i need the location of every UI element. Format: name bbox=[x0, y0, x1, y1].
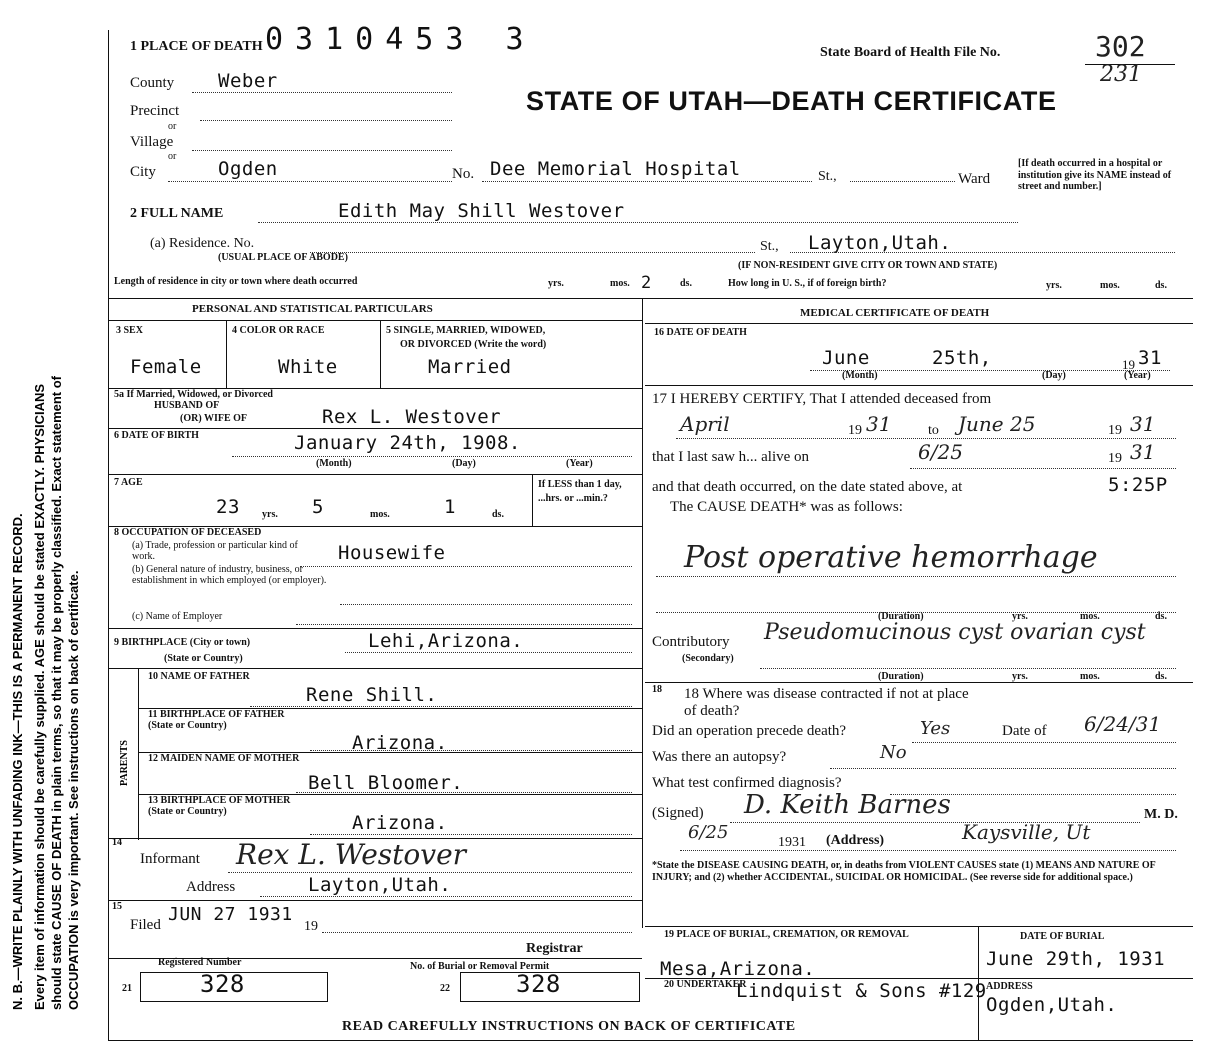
age-yrs-label: yrs. bbox=[262, 509, 278, 520]
page-title: STATE OF UTAH—DEATH CERTIFICATE bbox=[526, 86, 1057, 116]
autopsy-line bbox=[830, 768, 1176, 769]
or-1: or bbox=[168, 121, 177, 132]
occupation-a-line bbox=[300, 566, 632, 567]
duration-label-1: (Duration) bbox=[878, 611, 924, 622]
length-residence-label: Length of residence in city or town where death occurred bbox=[114, 276, 358, 287]
row8-line bbox=[108, 900, 642, 901]
age-divider bbox=[532, 474, 533, 526]
attended-19a: 19 bbox=[848, 423, 862, 438]
to-label: to bbox=[928, 423, 939, 438]
contributory-value: Pseudomucinous cyst ovarian cyst bbox=[764, 620, 1146, 645]
operation-line bbox=[912, 742, 1176, 743]
signed-value: D. Keith Barnes bbox=[744, 790, 951, 820]
date-of-label: Date of bbox=[1002, 723, 1047, 739]
contracted-label: 18 Where was disease contracted if not at place of death? bbox=[684, 686, 969, 720]
father-bp-label: 11 BIRTHPLACE OF FATHER (State or Country) bbox=[148, 709, 285, 731]
duration-mos-2: mos. bbox=[1080, 671, 1100, 682]
precinct-label: Precinct bbox=[130, 103, 180, 119]
dob-month: (Month) bbox=[316, 458, 352, 469]
less-than-label: If LESS than 1 day, ...hrs. or ...min.? bbox=[538, 479, 622, 504]
residence-value: Layton,Utah. bbox=[808, 232, 952, 254]
city-line bbox=[168, 181, 452, 182]
signed-date: 6/25 bbox=[688, 822, 729, 843]
ward-note: [If death occurred in a hospital or institution give its NAME instead of street and number.] bbox=[1018, 158, 1172, 192]
dod-19: 19 bbox=[1122, 357, 1135, 372]
side-note-line1: N. B.—WRITE PLAINLY WITH UNFADING INK—THIS IS A PERMANENT RECORD. bbox=[10, 513, 25, 1010]
dob-year: (Year) bbox=[566, 458, 593, 469]
bottom-border bbox=[108, 1040, 1193, 1041]
occupation-c: (c) Name of Employer bbox=[132, 611, 223, 622]
last-saw-line bbox=[910, 468, 1176, 469]
full-name-label: 2 FULL NAME bbox=[130, 206, 224, 221]
informant-address-line bbox=[260, 896, 632, 897]
autopsy-label: Was there an autopsy? bbox=[652, 749, 787, 765]
filed-line bbox=[322, 932, 632, 933]
mother-bp-line bbox=[310, 834, 632, 835]
duration-label-2: (Duration) bbox=[878, 671, 924, 682]
residence-city-line bbox=[790, 252, 1175, 253]
registrar-label: Registrar bbox=[526, 941, 583, 956]
contributory-line bbox=[760, 668, 1176, 669]
dob-day: (Day) bbox=[452, 458, 476, 469]
signed-address-value: Kaysville, Ut bbox=[962, 820, 1091, 844]
parents-label-box bbox=[112, 730, 134, 790]
marital-label-2: OR DIVORCED (Write the word) bbox=[400, 339, 547, 350]
reg-no-value: 328 bbox=[200, 970, 245, 998]
marital-value: Married bbox=[428, 356, 512, 378]
residence-st-label: St., bbox=[760, 239, 779, 254]
occupation-b: (b) General nature of industry, business, or establishment in which employed (or employer). bbox=[132, 564, 327, 586]
signed-year: 1931 bbox=[778, 835, 806, 850]
medical-note: *State the DISEASE CAUSING DEATH, or, in deaths from VIOLENT CAUSES state (1) MEANS AND NATURE OF INJURY; and (2) whether ACCIDENTAL, SUICIDAL OR HOMICIDAL. (See reverse side for additional space.) bbox=[652, 860, 1156, 883]
attended-from: April bbox=[680, 412, 730, 436]
duration-mos-1: mos. bbox=[1080, 611, 1100, 622]
us-ds: ds. bbox=[1155, 280, 1167, 291]
no-line bbox=[482, 181, 812, 182]
place-of-death-label: 1 PLACE OF DEATH bbox=[130, 39, 263, 54]
informant-address-value: Layton,Utah. bbox=[308, 874, 452, 896]
county-label: County bbox=[130, 75, 175, 91]
sex-value: Female bbox=[130, 356, 202, 378]
occupation-label: 8 OCCUPATION OF DECEASED bbox=[114, 527, 262, 538]
mother-bp-value: Arizona. bbox=[352, 812, 448, 834]
filed-19: 19 bbox=[304, 919, 318, 934]
parents-label: PARENTS bbox=[119, 740, 130, 786]
age-mos: 5 bbox=[312, 496, 324, 518]
spouse-label-3: (OR) WIFE OF bbox=[180, 413, 248, 424]
personal-header: PERSONAL AND STATISTICAL PARTICULARS bbox=[192, 303, 433, 315]
attended-19b: 19 bbox=[1108, 423, 1122, 438]
test-label: What test confirmed diagnosis? bbox=[652, 775, 842, 791]
occurred-label: and that death occurred, on the date stated above, at bbox=[652, 479, 963, 495]
birthplace-line bbox=[345, 652, 632, 653]
last-saw-label: that I last saw h... alive on bbox=[652, 449, 810, 465]
duration-ds-2: ds. bbox=[1155, 671, 1167, 682]
dod-label: 16 DATE OF DEATH bbox=[654, 327, 747, 338]
dod-row-line bbox=[645, 385, 1193, 386]
burial-permit-value: 328 bbox=[516, 970, 561, 998]
us-mos: mos. bbox=[1100, 280, 1120, 291]
undertaker-value: Lindquist & Sons #129 bbox=[736, 980, 987, 1002]
dod-month: June bbox=[822, 347, 870, 369]
undertaker-label: 20 UNDERTAKER bbox=[664, 979, 747, 990]
birthplace-label: 9 BIRTHPLACE (City or town) bbox=[114, 637, 251, 648]
last-saw-year: 31 bbox=[1130, 440, 1156, 464]
no-label: No. bbox=[452, 166, 475, 182]
left-border bbox=[108, 30, 109, 1040]
signed-address-label: (Address) bbox=[826, 833, 885, 848]
attended-to-year: 31 bbox=[1130, 412, 1156, 436]
secondary-label: (Secondary) bbox=[682, 653, 734, 664]
us-yrs: yrs. bbox=[1046, 280, 1062, 291]
dod-year: 31 bbox=[1138, 347, 1162, 369]
time-value: 5:25P bbox=[1108, 474, 1168, 496]
father-label: 10 NAME OF FATHER bbox=[148, 671, 250, 682]
ward-label: Ward bbox=[958, 171, 991, 187]
side-note-line3: should state CAUSE OF DEATH in plain terms, so that it may be properly classified. Exact statement of bbox=[49, 375, 64, 1010]
burial-place-value: Mesa,Arizona. bbox=[660, 958, 816, 980]
length-mos: mos. bbox=[610, 278, 630, 289]
age-yrs: 23 bbox=[216, 496, 240, 518]
village-label: Village bbox=[130, 134, 174, 150]
signed-address-line bbox=[680, 850, 1176, 851]
attended-from-year: 31 bbox=[866, 412, 892, 436]
length-ds: ds. bbox=[680, 278, 692, 289]
footer-note: READ CAREFULLY INSTRUCTIONS ON BACK OF CERTIFICATE bbox=[342, 1019, 796, 1034]
informant-value: Rex L. Westover bbox=[236, 838, 467, 871]
marital-label-1: 5 SINGLE, MARRIED, WIDOWED, bbox=[386, 325, 546, 336]
dod-year-label: (Year) bbox=[1124, 370, 1151, 381]
informant-line bbox=[228, 872, 632, 873]
st-label: St., bbox=[818, 169, 837, 184]
sex-divider bbox=[226, 320, 227, 388]
birthplace-value: Lehi,Arizona. bbox=[368, 630, 524, 652]
father-line bbox=[250, 706, 632, 707]
last-saw-date: 6/25 bbox=[918, 440, 963, 464]
spouse-label-2: HUSBAND OF bbox=[154, 400, 220, 411]
filed-value: JUN 27 1931 bbox=[168, 904, 293, 925]
us-label: How long in U. S., if of foreign birth? bbox=[728, 278, 887, 289]
attended-line bbox=[676, 438, 1176, 439]
county-line bbox=[192, 92, 452, 93]
age-ds: 1 bbox=[444, 496, 456, 518]
sex-label: 3 SEX bbox=[116, 325, 143, 336]
mother-bp-label: 13 BIRTHPLACE OF MOTHER (State or Country) bbox=[148, 795, 291, 817]
row6-line bbox=[108, 668, 642, 669]
mother-value: Bell Bloomer. bbox=[308, 772, 464, 794]
row3-line bbox=[108, 474, 642, 475]
village-line bbox=[192, 150, 452, 151]
burial-date-label: DATE OF BURIAL bbox=[1020, 931, 1105, 942]
mother-line bbox=[296, 792, 632, 793]
duration-ds-1: ds. bbox=[1155, 611, 1167, 622]
certify-label: 17 I HEREBY CERTIFY, That I attended deceased from bbox=[652, 391, 992, 407]
row5-line bbox=[108, 628, 642, 629]
county-value: Weber bbox=[218, 70, 278, 92]
burial-address-label: ADDRESS bbox=[986, 981, 1033, 992]
n18: 18 bbox=[652, 684, 662, 695]
center-divider bbox=[642, 298, 643, 928]
file-no-label: State Board of Health File No. bbox=[820, 45, 1001, 60]
color-label: 4 COLOR OR RACE bbox=[232, 325, 325, 336]
dod-day: 25th, bbox=[932, 347, 992, 369]
duration-yrs-2: yrs. bbox=[1012, 671, 1028, 682]
or-2: or bbox=[168, 151, 177, 162]
residence-note: (IF NON-RESIDENT GIVE CITY OR TOWN AND STATE) bbox=[738, 260, 998, 271]
file-no-sub: 231 bbox=[1100, 62, 1142, 87]
father-bp-value: Arizona. bbox=[352, 732, 448, 754]
cause-line bbox=[656, 576, 1176, 577]
residence-line bbox=[310, 252, 755, 253]
dod-month-label: (Month) bbox=[842, 370, 878, 381]
burial-date-value: June 29th, 1931 bbox=[986, 948, 1166, 970]
last-19: 19 bbox=[1108, 451, 1122, 466]
contributory-row-line bbox=[645, 682, 1193, 683]
personal-header-line bbox=[108, 320, 642, 321]
birthplace-sub: (State or Country) bbox=[164, 653, 243, 664]
st-line bbox=[850, 181, 955, 182]
autopsy-value: No bbox=[880, 742, 907, 763]
operation-value: Yes bbox=[920, 718, 951, 739]
dod-day-label: (Day) bbox=[1042, 370, 1066, 381]
side-instructions bbox=[0, 0, 120, 1058]
row2-line bbox=[108, 428, 642, 429]
spouse-value: Rex L. Westover bbox=[322, 406, 502, 428]
certificate-number: 0310453 3 bbox=[265, 22, 536, 57]
n15: 15 bbox=[112, 901, 122, 912]
medical-bottom-line bbox=[645, 926, 1193, 927]
city-value: Ogden bbox=[218, 158, 278, 180]
dob-line bbox=[232, 456, 632, 457]
medical-header-line bbox=[645, 323, 1193, 324]
mother-label: 12 MAIDEN NAME OF MOTHER bbox=[148, 753, 300, 764]
color-divider bbox=[380, 320, 381, 388]
residence-label: (a) Residence. No. bbox=[150, 236, 255, 251]
residence-sub: (USUAL PLACE OF ABODE) bbox=[218, 252, 348, 263]
length-yrs: yrs. bbox=[548, 278, 564, 289]
burial-permit-label: No. of Burial or Removal Permit bbox=[410, 961, 550, 972]
side-note-line4: OCCUPATION is very important. See instructions on back of certificate. bbox=[66, 570, 81, 1010]
color-value: White bbox=[278, 356, 338, 378]
n14: 14 bbox=[112, 837, 122, 848]
dob-value: January 24th, 1908. bbox=[294, 432, 521, 454]
spouse-label-1: 5a If Married, Widowed, or Divorced bbox=[114, 389, 273, 400]
occupation-value: Housewife bbox=[338, 542, 446, 564]
duration-yrs-1: yrs. bbox=[1012, 611, 1028, 622]
age-mos-label: mos. bbox=[370, 509, 390, 520]
reg-no-label: Registered Number bbox=[158, 957, 242, 968]
filed-label: Filed bbox=[130, 917, 161, 933]
attended-to: June 25 bbox=[958, 412, 1036, 436]
cause-label: The CAUSE DEATH* was as follows: bbox=[670, 499, 903, 515]
occupation-a: (a) Trade, profession or particular kind of work. bbox=[132, 540, 298, 562]
burial-place-label: 19 PLACE OF BURIAL, CREMATION, OR REMOVAL bbox=[664, 929, 909, 940]
n21: 21 bbox=[122, 983, 132, 994]
father-bp-line bbox=[310, 750, 632, 751]
date-of-value: 6/24/31 bbox=[1084, 712, 1162, 736]
parents-divider bbox=[138, 668, 139, 840]
age-ds-label: ds. bbox=[492, 509, 504, 520]
city-label: City bbox=[130, 164, 156, 180]
dob-label: 6 DATE OF BIRTH bbox=[114, 430, 199, 441]
section-top-line bbox=[108, 298, 1193, 299]
operation-label: Did an operation precede death? bbox=[652, 723, 847, 739]
length-mos-value: 2 bbox=[641, 273, 652, 293]
signed-label: (Signed) bbox=[652, 805, 704, 821]
full-name-line bbox=[258, 222, 1018, 223]
medical-header: MEDICAL CERTIFICATE OF DEATH bbox=[800, 307, 990, 319]
informant-address-label: Address bbox=[186, 879, 236, 895]
cause-value: Post operative hemorrhage bbox=[684, 540, 1098, 575]
contributory-label: Contributory bbox=[652, 634, 730, 650]
hospital-value: Dee Memorial Hospital bbox=[490, 158, 741, 180]
n22: 22 bbox=[440, 983, 450, 994]
occupation-c-line bbox=[296, 624, 632, 625]
md-label: M. D. bbox=[1144, 807, 1178, 822]
file-no-value: 302 bbox=[1095, 30, 1146, 63]
burial-address-value: Ogden,Utah. bbox=[986, 994, 1118, 1016]
side-note-line2: Every item of information should be carefully supplied. AGE should be stated EXACTLY. PHYSICIANS bbox=[32, 383, 47, 1010]
occupation-b-line bbox=[340, 604, 632, 605]
full-name-value: Edith May Shill Westover bbox=[338, 200, 625, 222]
informant-label: Informant bbox=[140, 851, 200, 867]
age-label: 7 AGE bbox=[114, 477, 143, 488]
father-value: Rene Shill. bbox=[306, 684, 438, 706]
precinct-line bbox=[200, 120, 452, 121]
